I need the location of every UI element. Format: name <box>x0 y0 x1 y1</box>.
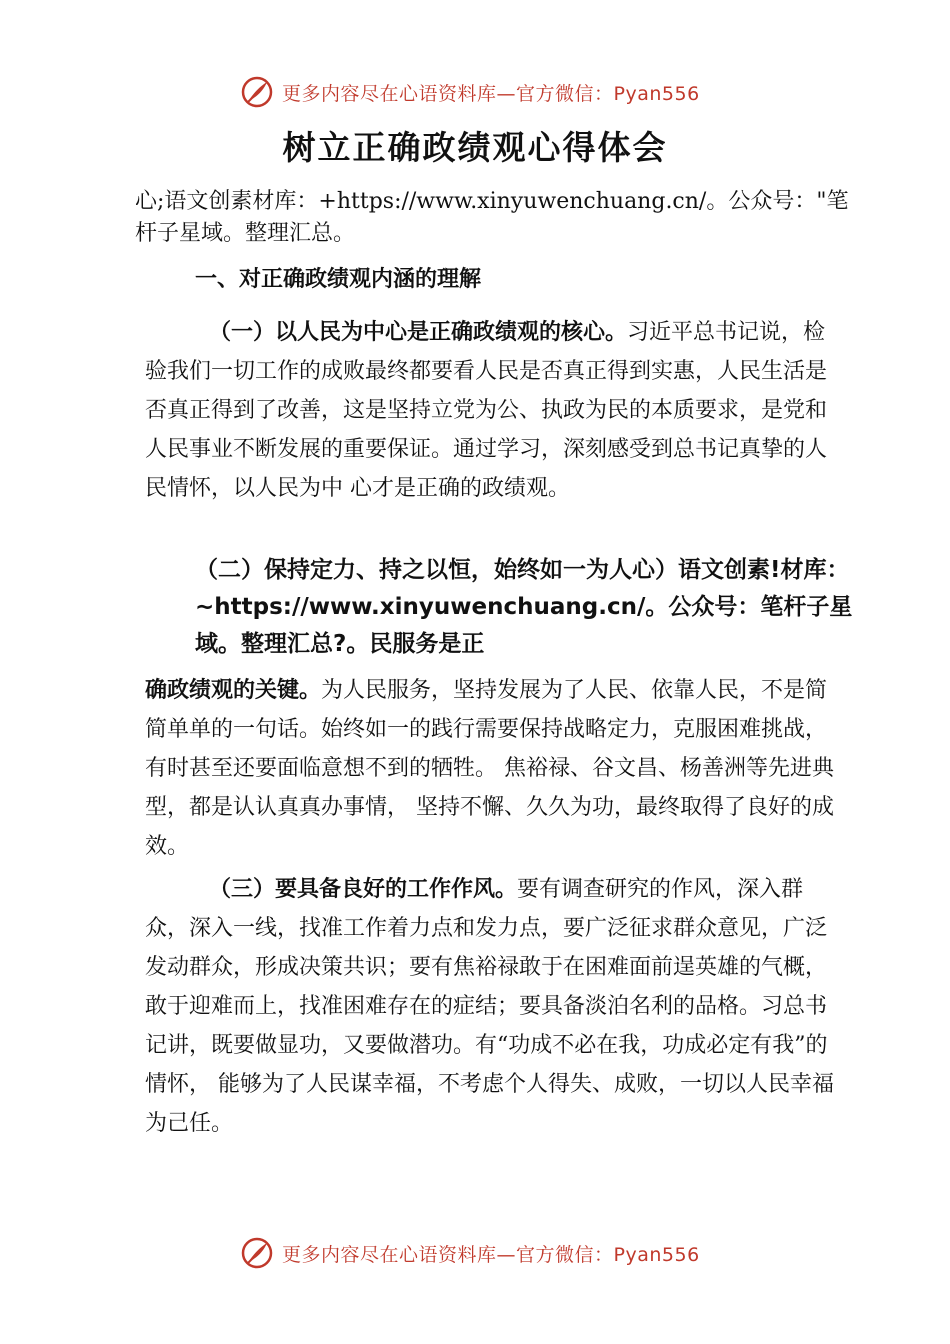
paragraph-1 <box>145 313 845 508</box>
page-title: 树立正确政绩观心得体会 <box>282 128 668 167</box>
paragraph-1-body: 习近平总书记说，检验我们一切工作的成败最终都要看人民是否真正得到实惠，人民生活是否真正得到了改善，这是坚持立党为公、执政为民的本质要求，是党和人民事业不断发展的重要保证。通过学习，深刻感受到总书记真挚的人民情怀，以人民为中 心才是正确的政绩观。 <box>145 320 828 501</box>
paragraph-3-body: 要有调查研究的作风，深入群众，深入一线，找准工作着力点和发力点，要广泛征求群众意见，广泛发动群众，形成决策共识；要有焦裕禄敢于在困难面前逞英雄的气概，敢于迎难而上，找准困难存在的症结；要具备淡泊名利的品格。习总书记讲，既要做显功，又要做潜功。有“功成不必在我，功成必定有我”的情怀， 能够为了人民谋幸福，不考虑个人得失、成败，一切以人民幸福为己任。 <box>145 877 834 1136</box>
header-watermark-banner <box>240 72 760 112</box>
paragraph-2-heading: （二）保持定力、持之以恒，始终如一为人心）语文创素!材库：~https://www.xinyuwenchuang.cn/。公众号：笔杆子星域。整理汇总?。民服务是正 <box>195 557 853 657</box>
source-note: 心;语文创素材库：+https://www.xinyuwenchuang.cn/。公众号："笔杆子星域。整理汇总。 <box>135 189 849 246</box>
paragraph-2-body: 为人民服务，坚持发展为了人民、依靠人民，不是简简单单的一句话。始终如一的践行需要保持战略定力，克服困难挑战，有时甚至还要面临意想不到的牺牲。 焦裕禄、谷文昌、杨善洲等先进典型，都是认认真真办事情， 坚持不懈、久久为功，最终取得了良好的成效。 <box>145 678 834 859</box>
paragraph-3-lead: （三）要具备良好的工作作风。 <box>209 877 518 902</box>
paragraph-3 <box>145 870 845 1143</box>
paragraph-2 <box>145 671 845 866</box>
footer-watermark-banner <box>240 1233 760 1273</box>
paragraph-1-lead: （一）以人民为中心是正确政绩观的核心。 <box>209 320 628 345</box>
banner-text: 更多内容尽在心语资料库—官方微信：Pyan556 <box>282 1243 700 1266</box>
quill-seal-icon <box>240 75 274 109</box>
section-heading: 一、对正确政绩观内涵的理解 <box>195 267 482 292</box>
quill-seal-icon <box>240 1236 274 1270</box>
paragraph-2-lead: 确政绩观的关键。 <box>145 678 322 703</box>
banner-text: 更多内容尽在心语资料库—官方微信：Pyan556 <box>282 82 700 105</box>
